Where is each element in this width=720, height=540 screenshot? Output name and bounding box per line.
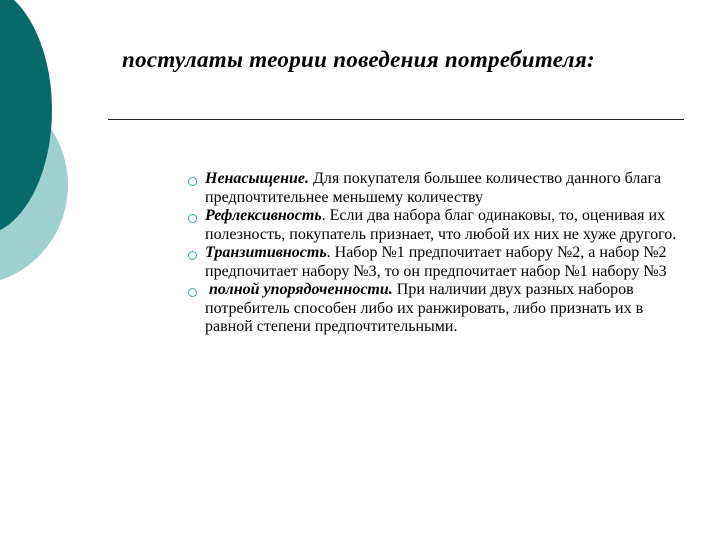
postulate-term: Транзитивность: [205, 244, 327, 261]
slide-title: постулаты теории поведения потребителя:: [122, 47, 595, 72]
postulate-term: Рефлексивность: [205, 207, 322, 224]
bullet-circle-icon: [188, 214, 197, 223]
bullet-circle-icon: [188, 288, 197, 297]
list-item: [188, 281, 688, 337]
bullet-circle-icon: [188, 177, 197, 186]
postulate-text: . Если два набора благ одинаковы, то, оценивая их полезность, покупатель признает, что любой их них не хуже другого.: [205, 207, 677, 243]
postulate-text: . Набор №1 предпочитает набору №2, а набор №2 предпочитает набору №3, то он предпочитает набор №1 набору №3: [205, 244, 667, 280]
decorative-circles: [0, 0, 100, 300]
postulate-text: Для покупателя большее количество данного блага предпочтительнее меньшему количеству: [205, 170, 662, 206]
postulate-text: При наличии двух разных наборов потребитель способен либо их ранжировать, либо признать их в равной степени предпочтительными.: [205, 281, 644, 335]
list-item: [188, 170, 688, 207]
postulates-list: [188, 170, 688, 337]
postulate-term: полной упорядоченности.: [205, 281, 393, 298]
postulate-term: Ненасыщение.: [205, 170, 309, 187]
list-item: [188, 207, 688, 244]
bullet-circle-icon: [188, 251, 197, 260]
list-item: [188, 244, 688, 281]
title-divider: [108, 119, 684, 120]
